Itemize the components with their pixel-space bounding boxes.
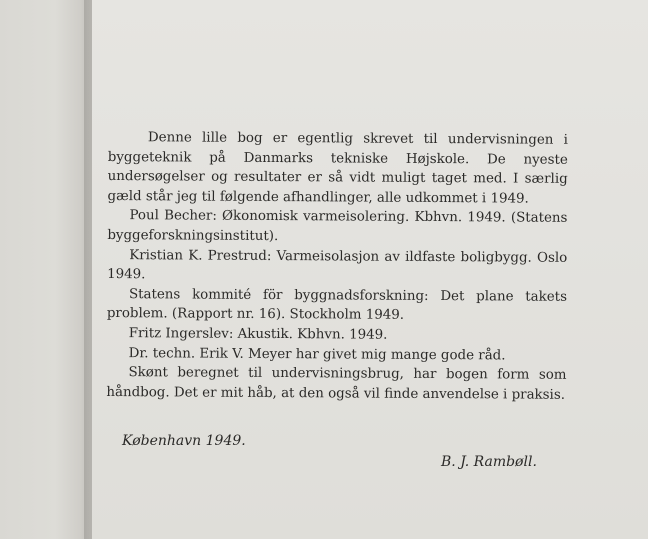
place-date: København 1949. xyxy=(122,433,246,449)
reference-statens-kommite: Statens kommité för byggnadsforskning: Det plane takets problem. (Rapport nr. 16). Stockholm 1949. xyxy=(106,286,568,324)
preface-text xyxy=(106,128,568,405)
acknowledgement: Dr. techn. Erik V. Meyer har givet mig mange gode råd. xyxy=(128,345,506,363)
reference-becher: Poul Becher: Økonomisk varmeisolering. Kbhvn. 1949. (Statens byggeforskningsinstitut). xyxy=(107,208,568,245)
preface-paragraph: Denne lille bog er egentlig skrevet til undervisningen i byggeteknik på Danmarks tekniske Højskole. De nyeste undersøgelser og resultater er så vidt muligt taget med. I særlig gæld står jeg til følgende afhandlinger, alle udkommet i 1949. xyxy=(107,130,568,207)
reference-prestrud: Kristian K. Prestrud: Varmeisolasjon av ildfaste boligbygg. Oslo 1949. xyxy=(107,247,568,283)
author-signature: B. J. Rambøll. xyxy=(441,454,537,470)
closing-paragraph: Skønt beregnet til undervisningsbrug, har bogen form som håndbog. Det er mit håb, at den også vil finde anvendelse i praksis. xyxy=(106,365,567,403)
left-page xyxy=(0,0,92,539)
reference-ingerslev: Fritz Ingerslev: Akustik. Kbhvn. 1949. xyxy=(128,326,388,343)
